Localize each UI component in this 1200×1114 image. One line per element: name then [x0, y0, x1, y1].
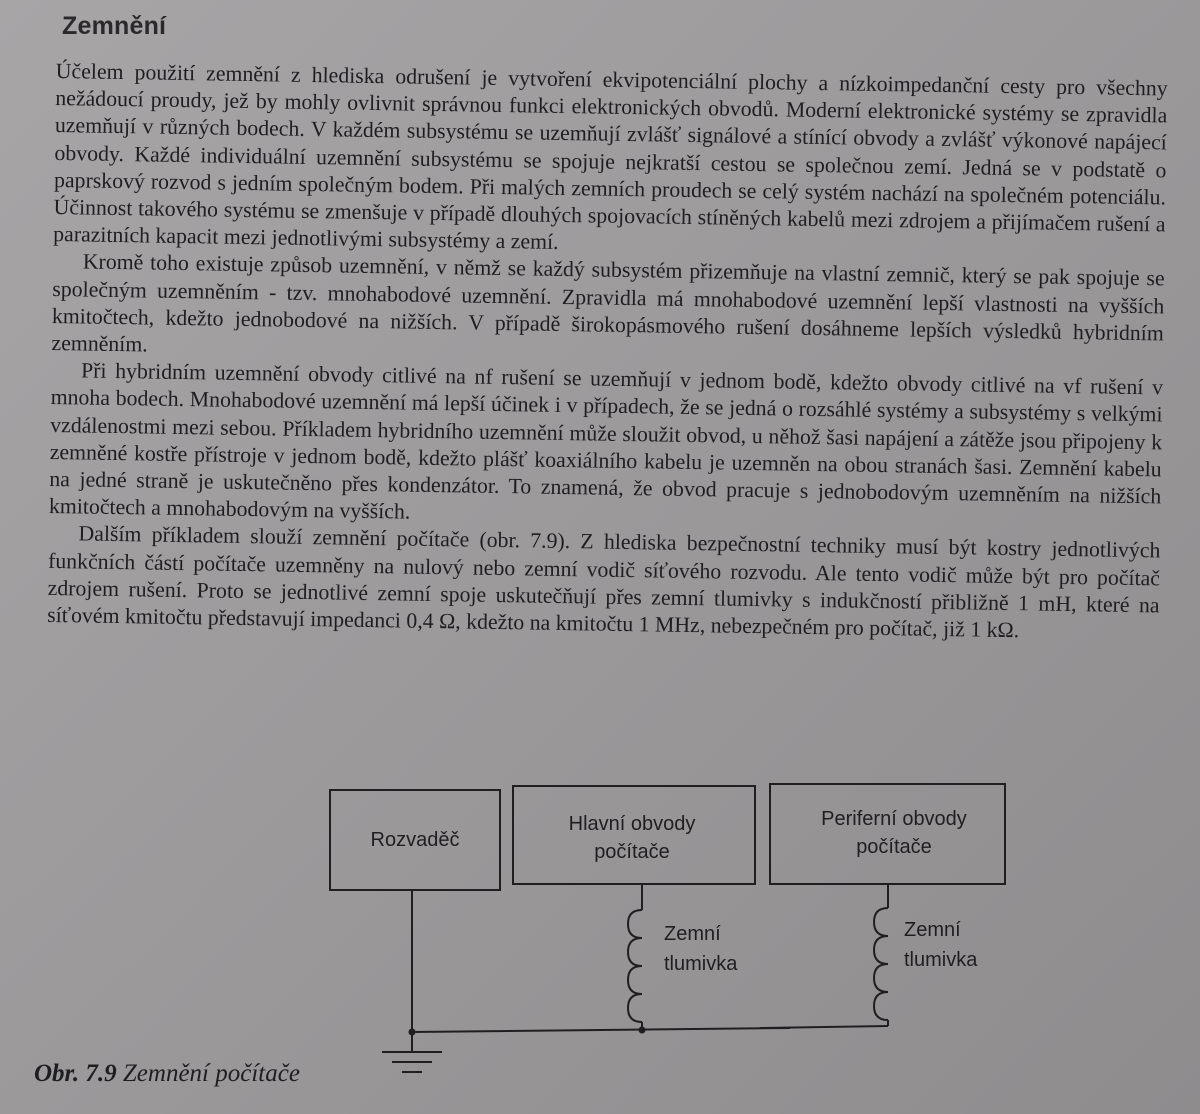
choke-2-label-1: Zemní — [904, 919, 961, 941]
paragraph-2: Kromě toho existuje způsob uzemnění, v němž se každý subsystém přizemňuje na vlastní zemnič, který se pak spojuje se společným uzemněním - tzv. mnohabodové uzemnění. Zpravidla má mnohabodové uzemnění lepší vlastnosti na vyšších kmitočtech, kdežto jednobodové na nižších. V případě širokopásmového rušení dosáhneme lepších výsledků hybridním zemněním. — [51, 249, 1165, 357]
box-hlavni-obvody — [513, 786, 755, 884]
grounding-diagram — [320, 780, 790, 1110]
section-heading: Zemnění — [62, 12, 167, 40]
paragraph-3: Při hybridním uzemnění obvody citlivé na nf rušení se uzemňují v jednom bodě, kdežto obvody citlivé na vf rušení v mnoha bodech. Mnohabodové uzemnění má lepší účinek i v případech, že se jedná o rozsáhlé systémy a subsystémy s velkými vzdálenostmi mezi sebou. Příkladem hybridního uzemnění může sloužit obvod, u něhož šasi napájení a zátěže jsou připojeny k zemněné kostře přístroje v jednom bodě, kdežto plášť koaxiálního kabelu je uzemněn na obou stranách šasi. Zemnění kabelu na jedné straně je uskutečněno přes kondenzátor. To znamená, že obvod pracuje s jednobodovým uzemněním na nižších kmitočtech a mnohabodovým na vyšších. — [48, 358, 1164, 524]
paragraph-4: Dalším příkladem slouží zemnění počítače (obr. 7.9). Z hlediska bezpečnostní techniky musí být kostry jednotlivých funkčních částí počítače uzemněny na nulový nebo zemní vodič síťového rozvodu. Ale tento vodič může být pro počítač zdrojem rušení. Proto se jednotlivé zemní spoje uskutečňují přes zemní tlumivky s indukčností přibližně 1 mH, které na síťovém kmitočtu představují impedanci 0,4 Ω, kdežto na kmitočtu 1 MHz, nebezpečném pro počítač, již 1 kΩ. — [47, 521, 1161, 643]
ground-bus — [412, 1028, 790, 1032]
box-periferni-label-1: Periferní obvody — [821, 808, 967, 830]
figure-caption-text: Zemnění počítače — [122, 1060, 300, 1087]
box-hlavni-label-1: Hlavní obvody — [568, 813, 696, 835]
choke-coil-2 — [874, 908, 888, 1020]
box-periferni-label-2: počítače — [856, 836, 932, 858]
figure-caption — [34, 1060, 300, 1088]
figure-caption-number: Obr. 7.9 — [34, 1060, 117, 1087]
choke-1-label-1: Zemní — [664, 923, 721, 945]
grounding-diagram-right — [760, 780, 1200, 1110]
body-text — [47, 58, 1168, 647]
ground-bus-right — [760, 1026, 888, 1028]
choke-1-label-2: tlumivka — [664, 953, 738, 975]
paragraph-1: Účelem použití zemnění z hlediska odrušení je vytvoření ekvipotenciální plochy a nízkoimpedanční cesty pro všechny nežádoucí proudy, jež by mohly ovlivnit správnou funkci elektronických obvodů. Moderní elektronické systémy se zpravidla uzemňují v různých bodech. V každém subsystému se uzemňují zvlášť signálové a stínící obvody a zvlášť výkonové napájecí obvody. Každé individuální uzemnění subsystému se spojuje nejkratší cestou se společnou zemí. Jedná se v podstatě o paprskový rozvod s jedním společným bodem. Při malých zemních proudech se celý systém nachází na společném potenciálu. Účinnost takového systému se zmenšuje v případě dlouhých spojovacích stíněných kabelů mezi zdrojem a přijímačem rušení a parazitních kapacit mezi jednotlivými subsystémy a zemí. — [53, 58, 1168, 255]
junction-left — [409, 1029, 416, 1036]
choke-coil-1 — [628, 910, 642, 1022]
box-hlavni-label-2: počítače — [594, 841, 670, 863]
box-rozvadec-label: Rozvaděč — [370, 829, 460, 851]
junction-middle — [639, 1027, 646, 1034]
box-periferni-obvody — [770, 784, 1005, 884]
grounding-diagram-svg — [320, 780, 790, 1110]
choke-2-label-2: tlumivka — [904, 949, 978, 971]
